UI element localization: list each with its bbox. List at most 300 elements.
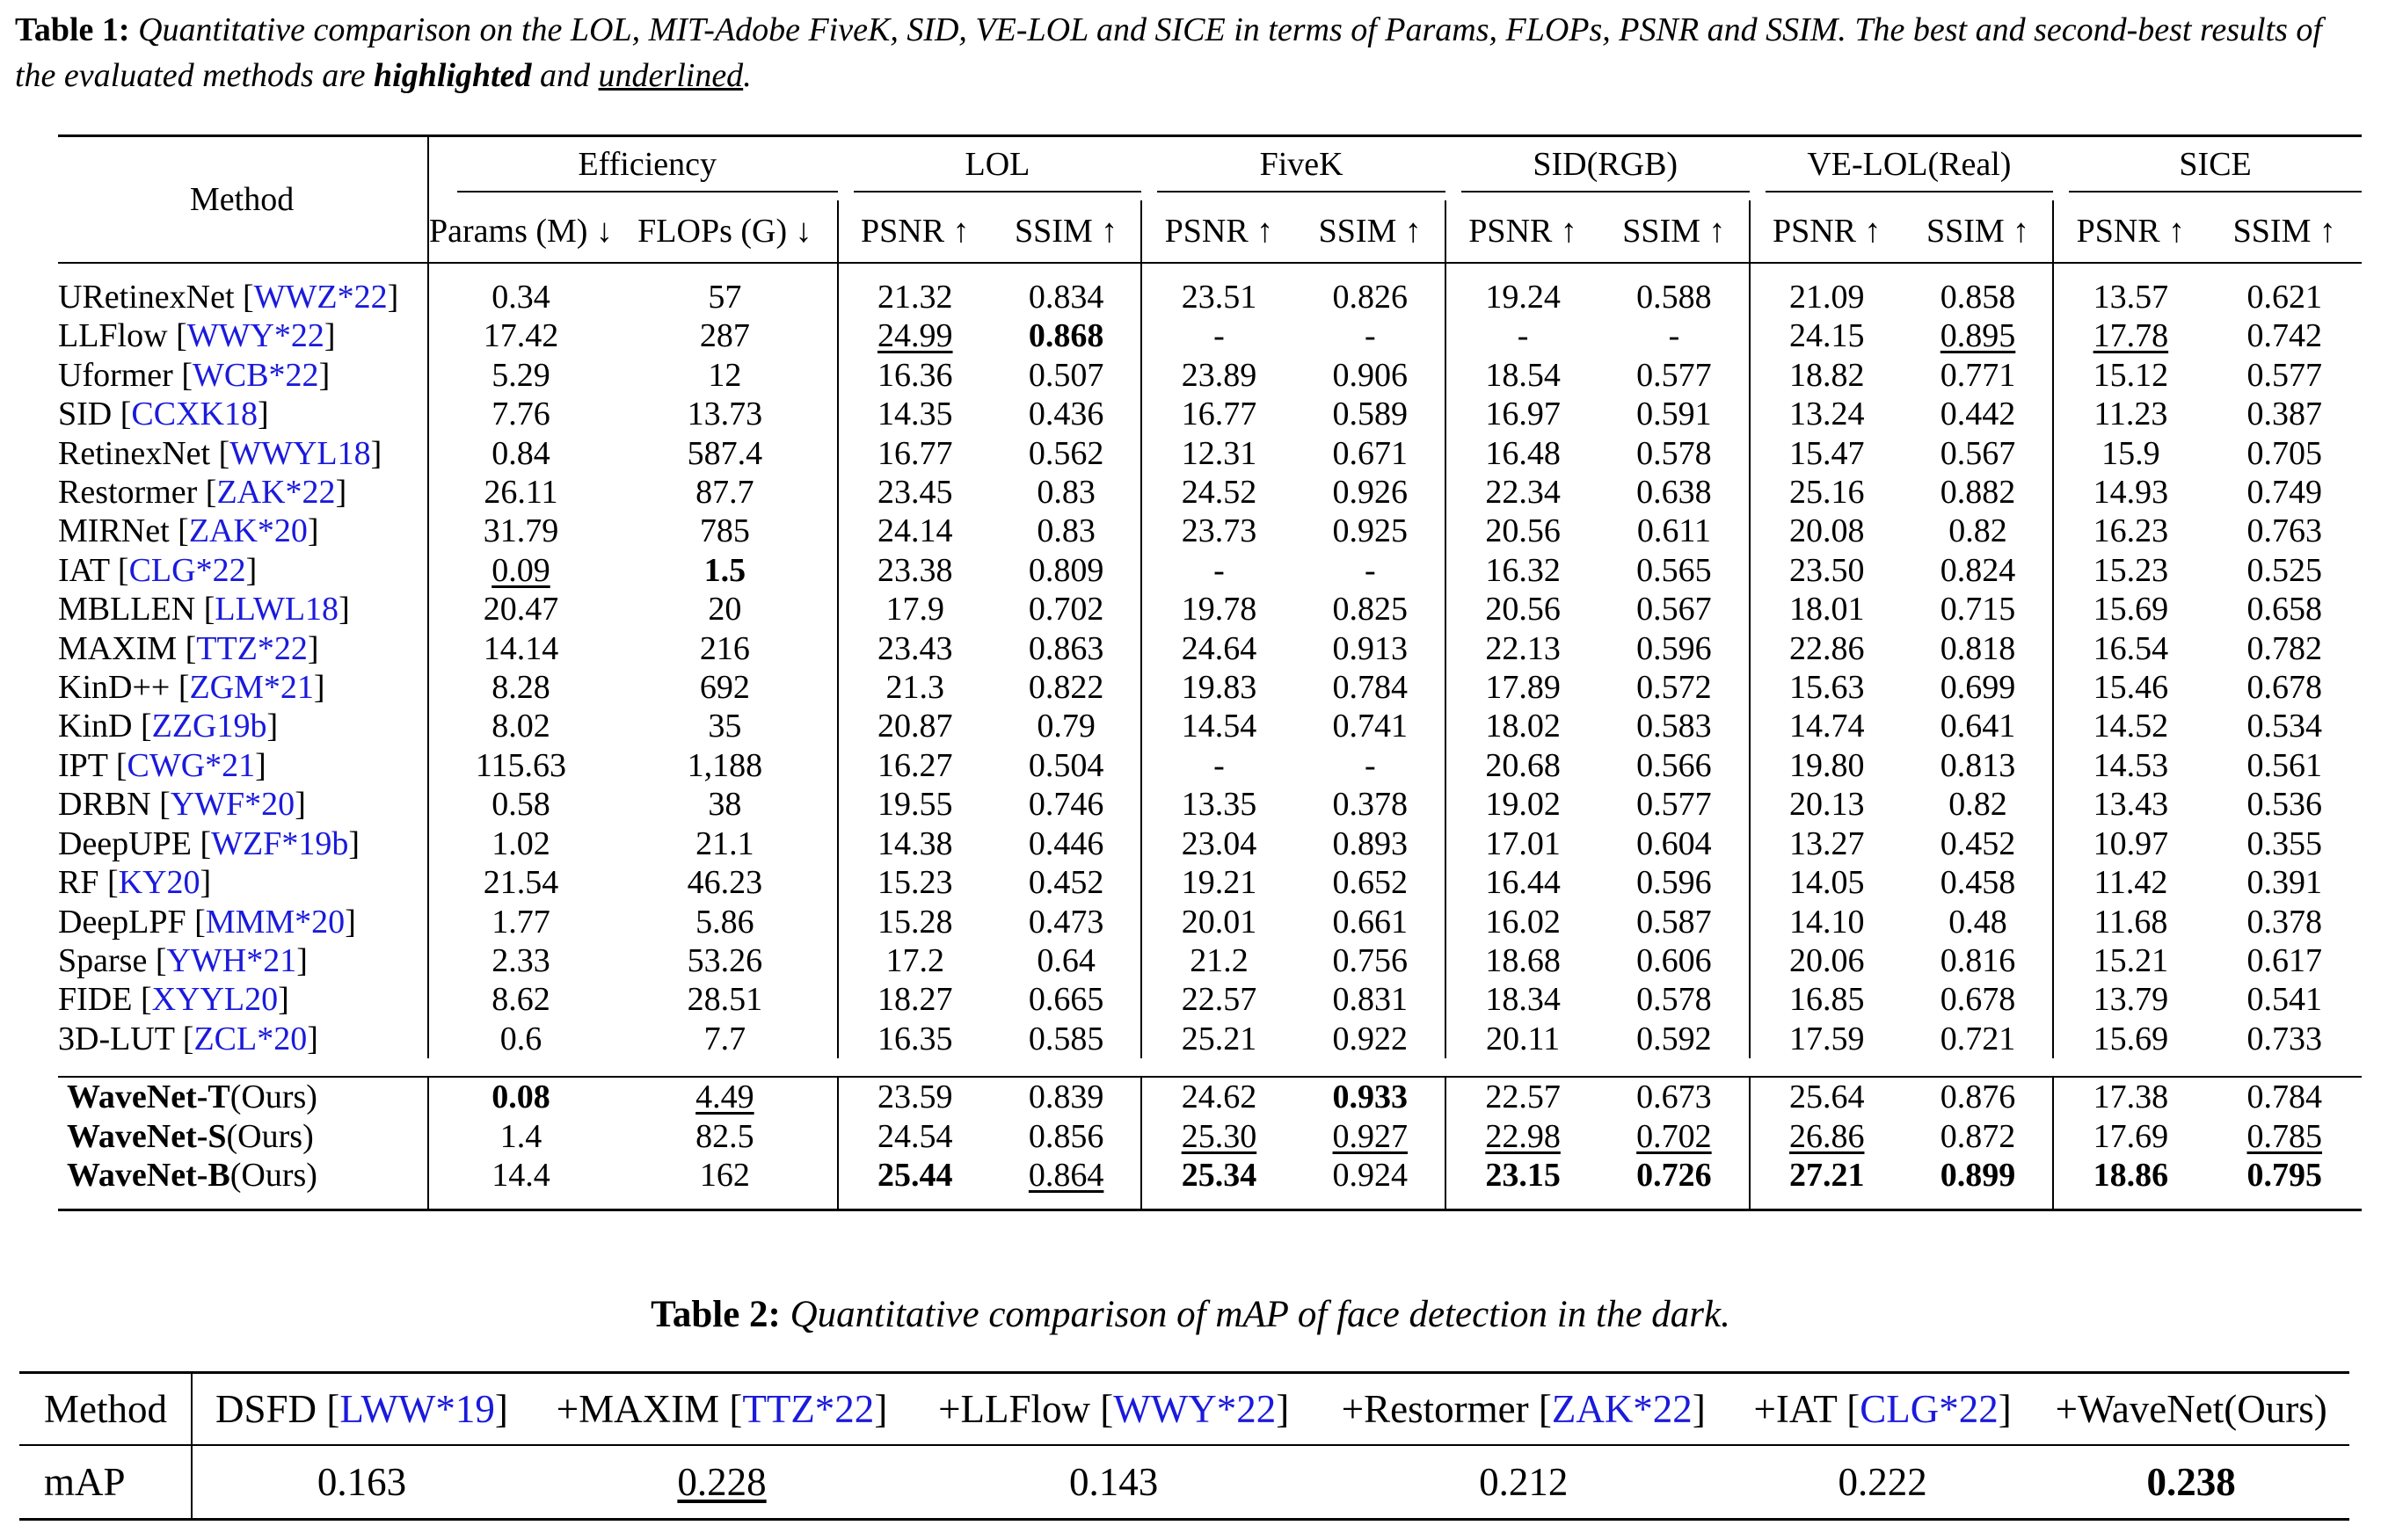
subheader-cell: PSNR ↑: [1750, 200, 1904, 263]
t2-column-header: +LLFlow [WWY*22]: [913, 1373, 1315, 1446]
value-cell: 0.611: [1636, 512, 1711, 550]
group-header: SICE: [2053, 136, 2362, 201]
value-cell: 26.11: [428, 473, 613, 512]
t2-value-cell: 0.163: [192, 1445, 532, 1520]
value-cell: 25.30: [1141, 1117, 1295, 1156]
table-row: [58, 980, 2362, 1019]
value-cell: 16.54: [2053, 629, 2207, 668]
value-cell: 0.604: [1636, 824, 1712, 862]
method-cell: IPT [CWG*21]: [58, 746, 266, 784]
value-cell: 28.51: [687, 981, 763, 1019]
value-cell: 20.47: [428, 590, 613, 628]
table-row: [58, 668, 2362, 707]
citation-link[interactable]: CLG*22: [128, 551, 246, 589]
subheader-cell: Params (M) ↓: [428, 200, 613, 263]
value-cell: 0.585: [1028, 1020, 1104, 1057]
ours-row: [58, 1077, 2362, 1116]
value-cell: 0.64: [1037, 941, 1096, 979]
value-cell: 13.73: [687, 396, 763, 433]
value-cell: 0.641: [1940, 708, 2016, 745]
value-cell: 21.3: [838, 668, 992, 707]
table-row: [58, 1020, 2362, 1058]
method-cell: URetinexNet [WWZ*22]: [58, 279, 399, 316]
value-cell: 13.79: [2053, 980, 2207, 1019]
value-cell: 0.824: [1940, 551, 2016, 589]
value-cell: 31.79: [428, 512, 613, 550]
value-cell: 15.9: [2053, 434, 2207, 473]
value-cell: 57: [708, 279, 742, 316]
value-cell: 16.77: [1141, 395, 1295, 433]
table-row: [58, 395, 2362, 433]
value-cell: 15.12: [2053, 356, 2207, 395]
table-row: [58, 590, 2362, 628]
value-cell: 0.652: [1332, 864, 1409, 902]
table2-caption-label: Table 2:: [651, 1294, 781, 1335]
value-cell: 0.925: [1332, 512, 1409, 550]
value-cell: 0.391: [2246, 864, 2323, 902]
value-cell: 19.21: [1141, 863, 1295, 902]
value-cell: 22.86: [1750, 629, 1904, 668]
value-cell: 7.76: [428, 395, 613, 433]
value-cell: 16.36: [838, 356, 992, 395]
value-cell: 216: [699, 629, 750, 667]
citation-link[interactable]: ZAK*20: [188, 512, 308, 550]
value-cell: 0.699: [1940, 669, 2016, 707]
value-cell: 0.795: [2246, 1156, 2323, 1194]
value-cell: 15.63: [1750, 668, 1904, 707]
value-cell: 0.504: [1028, 746, 1104, 784]
value-cell: 0.08: [428, 1077, 613, 1116]
table1-caption-label: Table 1:: [15, 11, 130, 48]
t2-column-header: +MAXIM [TTZ*22]: [531, 1373, 912, 1446]
value-cell: 0.58: [428, 785, 613, 824]
citation-link[interactable]: TTZ*22: [196, 629, 308, 667]
value-cell: 0.82: [1948, 786, 2007, 824]
value-cell: 23.15: [1445, 1156, 1599, 1195]
value-cell: 21.2: [1141, 941, 1295, 980]
value-cell: 23.59: [838, 1077, 992, 1116]
value-cell: 0.913: [1332, 629, 1409, 667]
value-cell: 20: [708, 591, 742, 628]
value-cell: 0.673: [1599, 1077, 1749, 1116]
citation-link[interactable]: WWY*22: [186, 317, 324, 355]
value-cell: 0.813: [1940, 746, 2016, 784]
citation-link[interactable]: YWF*20: [170, 786, 295, 824]
subheader-cell: SSIM ↑: [1926, 212, 2030, 250]
value-cell: 16.44: [1445, 863, 1599, 902]
method-cell: WaveNet-T(Ours): [58, 1077, 428, 1116]
t2-value-cell: 0.222: [1732, 1445, 2033, 1520]
value-cell: 82.5: [695, 1117, 754, 1155]
value-cell: 0.34: [428, 278, 613, 316]
value-cell: 0.864: [1028, 1156, 1104, 1194]
value-cell: 16.35: [838, 1020, 992, 1058]
value-cell: 0.705: [2246, 434, 2323, 472]
value-cell: 23.51: [1141, 278, 1295, 316]
value-cell: -: [1364, 746, 1376, 784]
value-cell: 16.27: [838, 746, 992, 785]
value-cell: 14.53: [2053, 746, 2207, 785]
method-cell: MBLLEN [LLWL18]: [58, 591, 350, 628]
citation-link[interactable]: ZGM*21: [189, 669, 314, 707]
value-cell: 16.32: [1445, 551, 1599, 590]
value-cell: 0.784: [2208, 1077, 2362, 1116]
value-cell: 0.784: [1332, 669, 1409, 707]
group-header: VE-LOL(Real): [1750, 136, 2054, 201]
value-cell: 0.872: [1940, 1117, 2016, 1155]
value-cell: 19.83: [1141, 668, 1295, 707]
method-cell: LLFlow [WWY*22]: [58, 317, 336, 355]
value-cell: 13.24: [1750, 395, 1904, 433]
value-cell: 0.436: [1028, 396, 1104, 433]
value-cell: 25.64: [1750, 1077, 1904, 1116]
citation-link[interactable]: ZAK*22: [216, 474, 336, 512]
value-cell: 0.831: [1332, 981, 1409, 1019]
value-cell: 0.83: [1037, 512, 1096, 550]
table-row: [58, 863, 2362, 902]
t2-value-cell: 0.238: [2033, 1445, 2349, 1520]
value-cell: 0.927: [1332, 1117, 1409, 1155]
method-cell: RF [KY20]: [58, 864, 212, 902]
value-cell: 20.08: [1750, 512, 1904, 550]
value-cell: 16.85: [1750, 980, 1904, 1019]
value-cell: 24.54: [838, 1117, 992, 1156]
value-cell: 0.525: [2246, 551, 2323, 589]
citation-link[interactable]: TTZ*22: [742, 1387, 875, 1431]
value-cell: 0.507: [1028, 356, 1104, 394]
value-cell: 5.29: [428, 356, 613, 395]
value-cell: 21.09: [1750, 278, 1904, 316]
value-cell: 17.2: [838, 941, 992, 980]
value-cell: 8.02: [428, 707, 613, 745]
value-cell: 0.561: [2246, 746, 2323, 784]
value-cell: 13.57: [2053, 278, 2207, 316]
value-cell: 0.715: [1940, 591, 2016, 628]
t2-column-header: +Restormer [ZAK*22]: [1315, 1373, 1732, 1446]
value-cell: 15.47: [1750, 434, 1904, 473]
table-row: [58, 473, 2362, 512]
value-cell: 0.452: [1028, 864, 1104, 902]
value-cell: 15.28: [838, 903, 992, 941]
value-cell: 18.68: [1445, 941, 1599, 980]
citation-link[interactable]: WWZ*22: [253, 279, 388, 316]
value-cell: 0.895: [1940, 317, 2016, 355]
value-cell: 0.822: [1028, 669, 1104, 707]
value-cell: 16.77: [838, 434, 992, 473]
caption-highlighted-word: highlighted: [374, 57, 532, 94]
t2-column-header: +IAT [CLG*22]: [1732, 1373, 2033, 1446]
value-cell: 16.23: [2053, 512, 2207, 550]
value-cell: 23.45: [838, 473, 992, 512]
method-cell: IAT [CLG*22]: [58, 551, 258, 589]
value-cell: 7.7: [703, 1020, 746, 1057]
value-cell: 20.68: [1445, 746, 1599, 785]
value-cell: 15.23: [2053, 551, 2207, 590]
value-cell: 17.78: [2053, 316, 2207, 355]
value-cell: 115.63: [428, 746, 613, 785]
citation-link[interactable]: ZCL*20: [193, 1020, 308, 1057]
value-cell: 0.763: [2246, 512, 2323, 550]
value-cell: 19.02: [1445, 785, 1599, 824]
value-cell: 15.69: [2053, 1020, 2207, 1058]
value-cell: 0.387: [2246, 396, 2323, 433]
value-cell: 16.97: [1445, 395, 1599, 433]
value-cell: 0.577: [2246, 356, 2323, 394]
value-cell: 0.596: [1636, 629, 1712, 667]
citation-link[interactable]: LWW*19: [339, 1387, 495, 1431]
table-row: [58, 356, 2362, 395]
value-cell: 21.1: [695, 824, 754, 862]
value-cell: 5.86: [695, 903, 754, 941]
value-cell: 0.922: [1332, 1020, 1409, 1057]
value-cell: 0.378: [2246, 903, 2323, 941]
table-row: [58, 903, 2362, 941]
value-cell: 0.567: [1940, 434, 2016, 472]
value-cell: 0.577: [1636, 786, 1712, 824]
value-cell: 0.591: [1636, 396, 1712, 433]
value-cell: 24.62: [1141, 1077, 1295, 1116]
method-cell: RetinexNet [WWYL18]: [58, 434, 382, 472]
group-header: FiveK: [1141, 136, 1445, 201]
table2-caption: [0, 1290, 2381, 1340]
value-cell: 23.73: [1141, 512, 1295, 550]
value-cell: 23.50: [1750, 551, 1904, 590]
group-header: Efficiency: [428, 136, 838, 201]
value-cell: 0.899: [1940, 1156, 2016, 1194]
value-cell: 0.726: [1636, 1156, 1712, 1194]
value-cell: 15.69: [2053, 590, 2207, 628]
value-cell: 0.839: [992, 1077, 1141, 1116]
t2-row-label: mAP: [19, 1445, 192, 1520]
citation-link[interactable]: CCXK18: [131, 396, 258, 433]
value-cell: 18.82: [1750, 356, 1904, 395]
value-cell: 17.01: [1445, 824, 1599, 863]
value-cell: 1.77: [428, 903, 613, 941]
value-cell: 0.79: [1037, 708, 1096, 745]
value-cell: 0.658: [2246, 591, 2323, 628]
value-cell: 53.26: [687, 941, 763, 979]
value-cell: 0.924: [1332, 1156, 1409, 1194]
citation-link[interactable]: WWYL18: [229, 434, 371, 472]
value-cell: 0.926: [1332, 474, 1409, 512]
value-cell: -: [1364, 551, 1376, 589]
citation-link[interactable]: WCB*22: [193, 356, 319, 394]
value-cell: 0.82: [1948, 512, 2007, 550]
method-cell: DRBN [YWF*20]: [58, 786, 306, 824]
value-cell: 0.782: [2246, 629, 2323, 667]
value-cell: 10.97: [2053, 824, 2207, 863]
value-cell: 0.09: [428, 551, 613, 590]
value-cell: 46.23: [687, 864, 763, 902]
value-cell: 1.4: [428, 1117, 613, 1156]
table-row: [58, 824, 2362, 863]
subheader-cell: SSIM ↑: [2232, 212, 2336, 250]
value-cell: 14.52: [2053, 707, 2207, 745]
citation-link[interactable]: XYYL20: [151, 981, 279, 1019]
citation-link[interactable]: WWY*22: [1113, 1387, 1277, 1431]
value-cell: 24.99: [838, 316, 992, 355]
value-cell: 18.34: [1445, 980, 1599, 1019]
value-cell: 14.14: [428, 629, 613, 668]
value-cell: 0.617: [2246, 941, 2323, 979]
method-cell: SID [CCXK18]: [58, 396, 269, 433]
group-header: LOL: [838, 136, 1142, 201]
value-cell: 15.23: [838, 863, 992, 902]
value-cell: 13.27: [1750, 824, 1904, 863]
table1-caption: Table 1: Quantitative comparison on the LOL, MIT-Adobe FiveK, SID, VE-LOL and SICE in terms of Params, FLOPs, PSNR and SSIM. The best and second-best results of the evaluated methods are highlighted and underlined.: [15, 11, 2322, 94]
value-cell: 14.93: [2053, 473, 2207, 512]
method-cell: 3D-LUT [ZCL*20]: [58, 1020, 318, 1057]
value-cell: 17.42: [428, 316, 613, 355]
value-cell: 15.21: [2053, 941, 2207, 980]
value-cell: -: [1668, 317, 1680, 355]
value-cell: 21.32: [838, 278, 992, 316]
value-cell: 22.57: [1141, 980, 1295, 1019]
value-cell: 0.562: [1028, 434, 1104, 472]
value-cell: 23.38: [838, 551, 992, 590]
value-cell: 0.378: [1332, 786, 1409, 824]
value-cell: 0.785: [2246, 1117, 2323, 1155]
table-row: [58, 941, 2362, 980]
value-cell: 22.98: [1445, 1117, 1599, 1156]
value-cell: 0.572: [1636, 669, 1712, 707]
value-cell: 0.48: [1948, 903, 2007, 941]
value-cell: 25.44: [838, 1156, 992, 1195]
value-cell: 8.62: [428, 980, 613, 1019]
method-cell: WaveNet-S(Ours): [67, 1117, 314, 1155]
value-cell: 21.54: [428, 863, 613, 902]
caption-underlined-word: underlined: [598, 57, 744, 94]
method-cell: Sparse [YWH*21]: [58, 941, 308, 979]
value-cell: 16.48: [1445, 434, 1599, 473]
value-cell: 22.34: [1445, 473, 1599, 512]
value-cell: 0.816: [1940, 941, 2016, 979]
citation-link[interactable]: YWH*21: [166, 941, 297, 979]
value-cell: 0.589: [1332, 396, 1409, 433]
value-cell: 0.583: [1636, 708, 1712, 745]
value-cell: 0.671: [1332, 434, 1409, 472]
value-cell: 0.678: [2246, 669, 2323, 707]
value-cell: 0.893: [1332, 824, 1409, 862]
subheader-cell: PSNR ↑: [1141, 200, 1295, 263]
value-cell: 14.38: [838, 824, 992, 863]
table-row: [58, 785, 2362, 824]
value-cell: 20.56: [1445, 590, 1599, 628]
value-cell: 0.578: [1636, 434, 1712, 472]
value-cell: 0.741: [1332, 708, 1409, 745]
value-cell: 24.15: [1750, 316, 1904, 355]
method-cell: MIRNet [ZAK*20]: [58, 512, 319, 550]
value-cell: 0.771: [1940, 356, 2016, 394]
t2-column-header: DSFD [LWW*19]: [192, 1373, 532, 1446]
citation-link[interactable]: ZZG19b: [151, 708, 267, 745]
value-cell: 14.4: [428, 1156, 613, 1195]
value-cell: 14.74: [1750, 707, 1904, 745]
face-detection-table: [19, 1371, 2349, 1521]
value-cell: 0.536: [2246, 786, 2323, 824]
value-cell: 0.588: [1636, 279, 1712, 316]
citation-link[interactable]: WZF*19b: [211, 824, 349, 862]
subheader-cell: FLOPs (G) ↓: [637, 212, 812, 250]
value-cell: 27.21: [1750, 1156, 1904, 1195]
value-cell: 12.31: [1141, 434, 1295, 473]
citation-link[interactable]: CLG*22: [1860, 1387, 1999, 1431]
value-cell: 0.856: [1028, 1117, 1104, 1155]
value-cell: 20.01: [1141, 903, 1295, 941]
value-cell: 1.5: [703, 551, 746, 589]
value-cell: 13.43: [2053, 785, 2207, 824]
value-cell: -: [1141, 746, 1295, 785]
value-cell: 20.13: [1750, 785, 1904, 824]
value-cell: 0.746: [1028, 786, 1104, 824]
method-cell: MAXIM [TTZ*22]: [58, 629, 319, 667]
table-row: [58, 551, 2362, 590]
ours-row: [58, 1117, 2362, 1156]
subheader-cell: SSIM ↑: [1622, 212, 1726, 250]
value-cell: 22.57: [1445, 1077, 1599, 1116]
value-cell: 20.11: [1445, 1020, 1599, 1058]
value-cell: 20.06: [1750, 941, 1904, 980]
value-cell: 19.55: [838, 785, 992, 824]
citation-link[interactable]: KY20: [118, 864, 200, 902]
value-cell: 20.56: [1445, 512, 1599, 550]
citation-link[interactable]: MMM*20: [205, 903, 346, 941]
value-cell: 587.4: [687, 434, 763, 472]
value-cell: 19.78: [1141, 590, 1295, 628]
table2-caption-text: Quantitative comparison of mAP of face detection in the dark.: [790, 1294, 1730, 1335]
value-cell: 2.33: [428, 941, 613, 980]
value-cell: 1,188: [687, 746, 763, 784]
value-cell: 0.541: [2246, 981, 2323, 1019]
value-cell: 11.68: [2053, 903, 2207, 941]
value-cell: 18.27: [838, 980, 992, 1019]
value-cell: 785: [699, 512, 750, 550]
table-row: [58, 629, 2362, 668]
value-cell: 16.02: [1445, 903, 1599, 941]
value-cell: 19.24: [1445, 278, 1599, 316]
value-cell: 0.638: [1636, 474, 1712, 512]
value-cell: 0.818: [1940, 629, 2016, 667]
value-cell: 18.54: [1445, 356, 1599, 395]
citation-link[interactable]: ZAK*22: [1551, 1387, 1693, 1431]
citation-link[interactable]: CWG*21: [127, 746, 256, 784]
method-cell: DeepLPF [MMM*20]: [58, 903, 356, 941]
value-cell: 87.7: [695, 474, 754, 512]
value-cell: 0.577: [1636, 356, 1712, 394]
method-cell: DeepUPE [WZF*19b]: [58, 824, 360, 862]
value-cell: -: [1364, 317, 1376, 355]
value-cell: 24.52: [1141, 473, 1295, 512]
citation-link[interactable]: LLWL18: [215, 591, 339, 628]
value-cell: 14.10: [1750, 903, 1904, 941]
value-cell: 0.534: [2246, 708, 2323, 745]
value-cell: 19.80: [1750, 746, 1904, 785]
value-cell: 14.05: [1750, 863, 1904, 902]
value-cell: 25.16: [1750, 473, 1904, 512]
value-cell: 0.452: [1940, 824, 2016, 862]
value-cell: 0.566: [1636, 746, 1712, 784]
value-cell: 0.446: [1028, 824, 1104, 862]
value-cell: 0.834: [1028, 279, 1104, 316]
value-cell: 0.592: [1636, 1020, 1712, 1057]
value-cell: 0.733: [2246, 1020, 2323, 1057]
value-cell: 0.749: [2246, 474, 2323, 512]
value-cell: 692: [699, 669, 750, 707]
value-cell: 17.38: [2053, 1077, 2207, 1116]
value-cell: 14.54: [1141, 707, 1295, 745]
value-cell: 4.49: [613, 1077, 837, 1116]
value-cell: 0.473: [1028, 903, 1104, 941]
